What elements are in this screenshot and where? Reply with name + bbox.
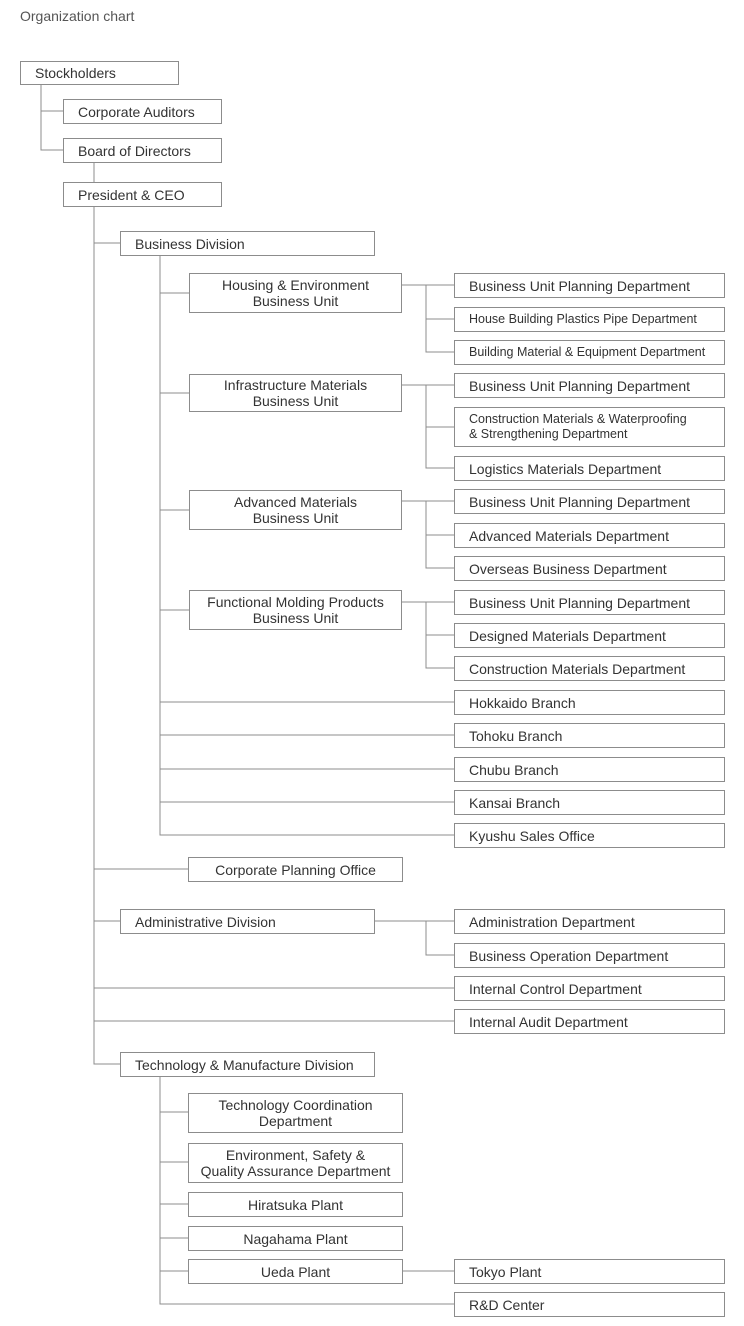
node-stockholders: Stockholders	[20, 61, 179, 85]
node-advanced-materials-department: Advanced Materials Department	[454, 523, 725, 548]
node-house-building-plastics-pipe-department: House Building Plastics Pipe Department	[454, 307, 725, 332]
node-functional-planning-department: Business Unit Planning Department	[454, 590, 725, 615]
node-designed-materials-department: Designed Materials Department	[454, 623, 725, 648]
connector-stockholders-board	[41, 84, 63, 150]
node-internal-control-department: Internal Control Department	[454, 976, 725, 1001]
node-board-of-directors: Board of Directors	[63, 138, 222, 163]
node-construction-materials-department: Construction Materials Department	[454, 656, 725, 681]
node-kyushu-sales-office: Kyushu Sales Office	[454, 823, 725, 848]
connector-business-operation	[426, 921, 454, 955]
node-administration-department: Administration Department	[454, 909, 725, 934]
node-advanced-planning-department: Business Unit Planning Department	[454, 489, 725, 514]
node-business-division: Business Division	[120, 231, 375, 256]
connector-business-trunk	[160, 255, 454, 835]
node-tokyo-plant: Tokyo Plant	[454, 1259, 725, 1284]
node-nagahama-plant: Nagahama Plant	[188, 1226, 403, 1251]
node-technology-coordination-department: Technology Coordination Department	[188, 1093, 403, 1133]
node-hokkaido-branch: Hokkaido Branch	[454, 690, 725, 715]
node-environment-safety-quality-department: Environment, Safety & Quality Assurance Department	[188, 1143, 403, 1183]
node-business-operation-department: Business Operation Department	[454, 943, 725, 968]
chart-title: Organization chart	[20, 8, 135, 24]
node-ueda-plant: Ueda Plant	[188, 1259, 403, 1284]
node-functional-molding-unit: Functional Molding Products Business Unit	[189, 590, 402, 630]
node-technology-manufacture-division: Technology & Manufacture Division	[120, 1052, 375, 1077]
node-logistics-materials-department: Logistics Materials Department	[454, 456, 725, 481]
connector-president-trunk	[94, 206, 120, 1064]
node-advanced-materials-unit: Advanced Materials Business Unit	[189, 490, 402, 530]
node-president-ceo: President & CEO	[63, 182, 222, 207]
node-corporate-auditors: Corporate Auditors	[63, 99, 222, 124]
node-housing-environment-unit: Housing & Environment Business Unit	[189, 273, 402, 313]
node-internal-audit-department: Internal Audit Department	[454, 1009, 725, 1034]
node-administrative-division: Administrative Division	[120, 909, 375, 934]
node-infra-planning-department: Business Unit Planning Department	[454, 373, 725, 398]
node-overseas-business-department: Overseas Business Department	[454, 556, 725, 581]
node-chubu-branch: Chubu Branch	[454, 757, 725, 782]
node-tohoku-branch: Tohoku Branch	[454, 723, 725, 748]
node-kansai-branch: Kansai Branch	[454, 790, 725, 815]
node-hiratsuka-plant: Hiratsuka Plant	[188, 1192, 403, 1217]
node-construction-waterproofing-department: Construction Materials & Waterproofing & Strengthening Department	[454, 407, 725, 447]
node-infrastructure-materials-unit: Infrastructure Materials Business Unit	[189, 374, 402, 412]
node-rd-center: R&D Center	[454, 1292, 725, 1317]
node-housing-planning-department: Business Unit Planning Department	[454, 273, 725, 298]
node-building-material-equipment-department: Building Material & Equipment Department	[454, 340, 725, 365]
node-corporate-planning-office: Corporate Planning Office	[188, 857, 403, 882]
